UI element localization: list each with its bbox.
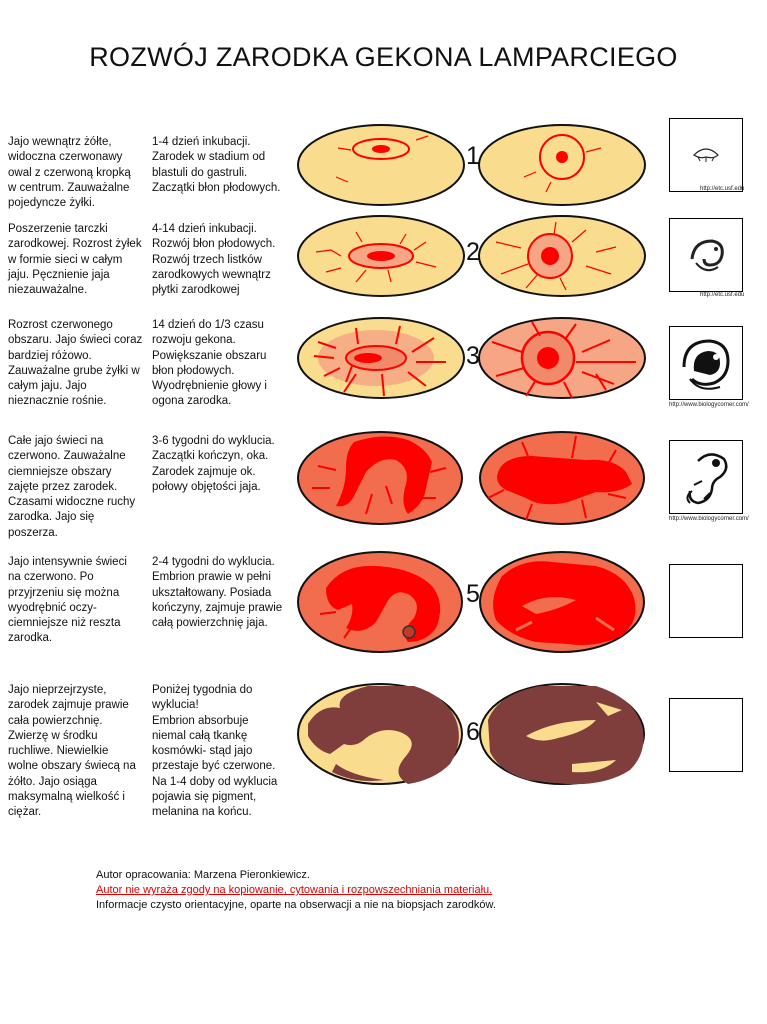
page-title: ROZWÓJ ZARODKA GEKONA LAMPARCIEGO [89, 42, 678, 72]
stage-3-info: 14 dzień do 1/3 czasu rozwoju gekona. Powiększanie obszaru błon płodowych. Wyodrębnienie głowy i ogona zarodka. [152, 319, 267, 408]
stage-3-reference-image [669, 326, 743, 400]
stage-2-info: 4-14 dzień inkubacji. Rozwój błon płodowych. Rozwój trzech listków zarodkowych wewnątrz płytki zarodkowej [152, 223, 276, 297]
stage-6-info: Poniżej tygodnia do wyklucia! Embrion absorbuje niemal całą tkankę kosmówki- stąd jajo przestaje być czerwone. Na 1-4 doby od wyklucia pojawia się pigment, melanina na końcu. [152, 684, 278, 819]
stage-4-credit: http://www.biologycorner.com/ [669, 516, 749, 522]
stage-6-reference-image [669, 698, 743, 772]
stage-5-number: 5 [466, 580, 480, 608]
stage-4-info: 3-6 tygodni do wyklucia. Zaczątki kończyn, oka. Zarodek zajmuje ok. połowy objętości jaja. [152, 435, 275, 493]
stage-1-info: 1-4 dzień inkubacji. Zarodek w stadium od blastuli do gastruli. Zaczątki błon płodowych. [152, 136, 281, 194]
stage-1-description: Jajo wewnątrz żółte, widoczna czerwonawy owal z czerwoną kropką w centrum. Zauważalne pojedyncze żyłki. [8, 136, 131, 210]
stage-1-credit: http://etc.usf.edu [700, 186, 745, 192]
stage-5-reference-image [669, 564, 743, 638]
footer-note: Informacje czysto orientacyjne, oparte na obserwacji a nie na biopsjach zarodków. [96, 899, 496, 911]
stage-4-reference-image [669, 440, 743, 514]
footer-author: Autor opracowania: Marzena Pieronkiewicz. [96, 869, 310, 881]
stage-5-description: Jajo intensywnie świeci na czerwono. Po przyjrzeniu się można wyodrębnić oczy- ciemniejsze niż reszta zarodka. [8, 556, 127, 645]
footer-copyright-warning[interactable]: Autor nie wyraża zgody na kopiowanie, cytowania i rozpowszechniania materiału. [96, 884, 493, 896]
stage-1-number: 1 [466, 142, 480, 170]
stage-3-credit: http://www.biologycorner.com/ [669, 402, 749, 408]
stage-3-number: 3 [466, 342, 480, 370]
stage-6-description: Jajo nieprzejrzyste, zarodek zajmuje prawie cała powierzchnię. Zwierzę w środku ruchliwe. Niewielkie wolne obszary świecą na żółto. Jajo osiąga maksymalną wielkość i ciężar. [8, 684, 136, 819]
egg-left-stage-1 [298, 125, 464, 205]
stage-1-reference-image [669, 118, 743, 192]
stage-2-credit: http://etc.usf.edu [700, 292, 745, 298]
stage-4-eggs [296, 428, 656, 528]
stage-3-description: Rozrost czerwonego obszaru. Jajo świeci coraz bardziej różowo. Zauważalne grube żyłki w całym jaju. Jajo nieznacznie rośnie. [8, 319, 143, 408]
stage-6-number: 6 [466, 718, 480, 746]
stage-4-description: Całe jajo świeci na czerwono. Zauważalne ciemniejsze obszary zajęte przez zarodek. Czasami widoczne ruchy zarodka. Jajo się poszerza. [8, 435, 136, 539]
stage-2-reference-image [669, 218, 743, 292]
stage-2-number: 2 [466, 238, 480, 266]
stage-5-info: 2-4 tygodni do wyklucia. Embrion prawie w pełni ukształtowany. Posiada kończyny, zajmuje prawie całą powierzchnię jaja. [152, 556, 283, 630]
footer [96, 868, 496, 913]
stage-2-description: Poszerzenie tarczki zarodkowej. Rozrost żyłek w formie sieci w całym jaju. Pęcznienie jaja niezauważalne. [8, 223, 142, 297]
